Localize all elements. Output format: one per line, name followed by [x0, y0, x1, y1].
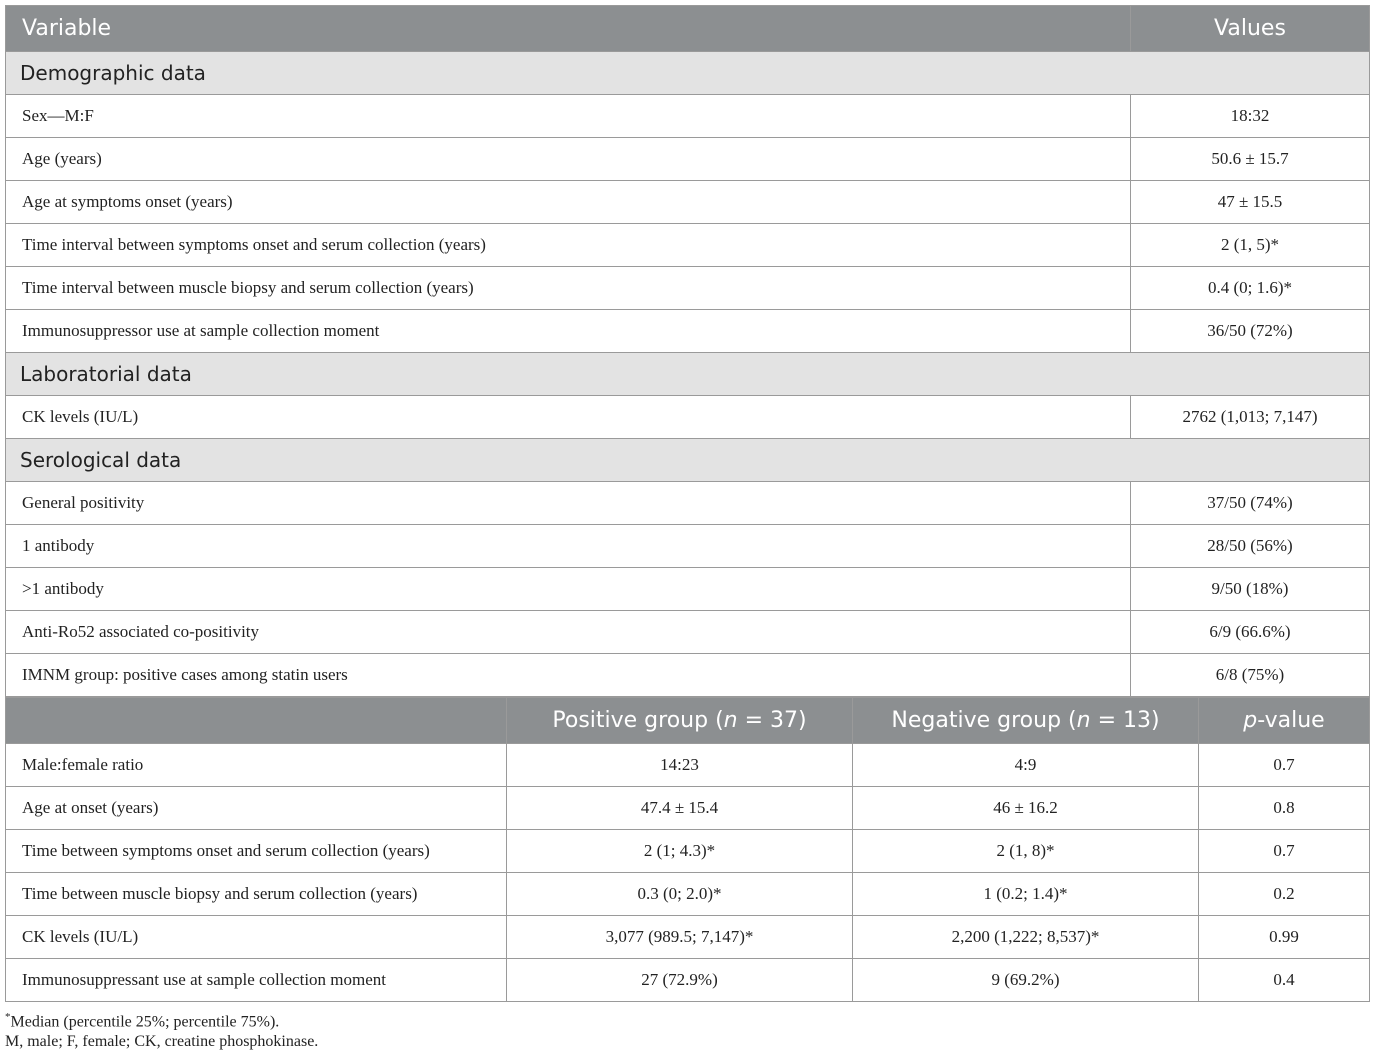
- p-value-cell: 0.7: [1199, 744, 1370, 787]
- variable-cell: General positivity: [6, 482, 1131, 525]
- header-variable: Variable: [6, 6, 1131, 52]
- footnote-abbreviations: M, male; F, female; CK, creatine phosphokinase.: [5, 1033, 319, 1050]
- tables-container: [5, 5, 1369, 1002]
- value-cell: 28/50 (56%): [1131, 525, 1370, 568]
- table-row: [6, 224, 1370, 267]
- value-cell: 2 (1, 5)*: [1131, 224, 1370, 267]
- variable-cell: Age (years): [6, 138, 1131, 181]
- negative-group-cell: 46 ± 16.2: [853, 787, 1199, 830]
- footnote-median: *Median (percentile 25%; percentile 75%).: [5, 1011, 280, 1031]
- header-negative-group: Negative group (n = 13): [853, 698, 1199, 744]
- variable-cell: Age at symptoms onset (years): [6, 181, 1131, 224]
- variable-cell: Anti-Ro52 associated co-positivity: [6, 611, 1131, 654]
- table-row: [6, 396, 1370, 439]
- section-title: Demographic data: [6, 52, 1370, 95]
- negative-group-cell: 2,200 (1,222; 8,537)*: [853, 916, 1199, 959]
- positive-group-cell: 27 (72.9%): [507, 959, 853, 1002]
- value-cell: 37/50 (74%): [1131, 482, 1370, 525]
- negative-group-cell: 4:9: [853, 744, 1199, 787]
- variable-cell: >1 antibody: [6, 568, 1131, 611]
- value-cell: 50.6 ± 15.7: [1131, 138, 1370, 181]
- value-cell: 2762 (1,013; 7,147): [1131, 396, 1370, 439]
- comparison-body: [6, 744, 1370, 1002]
- value-cell: 6/8 (75%): [1131, 654, 1370, 697]
- section-row: [6, 439, 1370, 482]
- negative-group-cell: 1 (0.2; 1.4)*: [853, 873, 1199, 916]
- variable-cell: Time interval between muscle biopsy and serum collection (years): [6, 267, 1131, 310]
- negative-group-cell: 9 (69.2%): [853, 959, 1199, 1002]
- p-value-cell: 0.99: [1199, 916, 1370, 959]
- negative-group-cell: 2 (1, 8)*: [853, 830, 1199, 873]
- summary-header-row: [6, 6, 1370, 52]
- table-row: [6, 611, 1370, 654]
- variable-cell: Time between muscle biopsy and serum collection (years): [6, 873, 507, 916]
- table-row: [6, 568, 1370, 611]
- table-row: [6, 916, 1370, 959]
- p-value-cell: 0.2: [1199, 873, 1370, 916]
- variable-cell: Age at onset (years): [6, 787, 507, 830]
- p-value-cell: 0.4: [1199, 959, 1370, 1002]
- variable-cell: 1 antibody: [6, 525, 1131, 568]
- value-cell: 36/50 (72%): [1131, 310, 1370, 353]
- table-row: [6, 654, 1370, 697]
- variable-cell: CK levels (IU/L): [6, 396, 1131, 439]
- summary-body: [6, 52, 1370, 697]
- header-positive-group: Positive group (n = 37): [507, 698, 853, 744]
- value-cell: 18:32: [1131, 95, 1370, 138]
- comparison-header-row: [6, 698, 1370, 744]
- table-row: [6, 525, 1370, 568]
- section-title: Serological data: [6, 439, 1370, 482]
- p-value-cell: 0.7: [1199, 830, 1370, 873]
- positive-group-cell: 2 (1; 4.3)*: [507, 830, 853, 873]
- variable-cell: Immunosuppressor use at sample collection moment: [6, 310, 1131, 353]
- value-cell: 9/50 (18%): [1131, 568, 1370, 611]
- table-row: [6, 482, 1370, 525]
- header-values: Values: [1131, 6, 1370, 52]
- positive-group-cell: 14:23: [507, 744, 853, 787]
- positive-group-cell: 47.4 ± 15.4: [507, 787, 853, 830]
- table-row: [6, 873, 1370, 916]
- section-row: [6, 353, 1370, 396]
- variable-cell: Male:female ratio: [6, 744, 507, 787]
- value-cell: 6/9 (66.6%): [1131, 611, 1370, 654]
- table-row: [6, 830, 1370, 873]
- section-title: Laboratorial data: [6, 353, 1370, 396]
- value-cell: 0.4 (0; 1.6)*: [1131, 267, 1370, 310]
- section-row: [6, 52, 1370, 95]
- variable-cell: Sex—M:F: [6, 95, 1131, 138]
- table-row: [6, 95, 1370, 138]
- table-row: [6, 744, 1370, 787]
- variable-cell: Time between symptoms onset and serum collection (years): [6, 830, 507, 873]
- table-row: [6, 787, 1370, 830]
- summary-table: [5, 5, 1370, 697]
- table-row: [6, 959, 1370, 1002]
- comparison-table: [5, 697, 1370, 1002]
- table-row: [6, 138, 1370, 181]
- positive-group-cell: 0.3 (0; 2.0)*: [507, 873, 853, 916]
- header-p-value: p-value: [1199, 698, 1370, 744]
- header-blank: [6, 698, 507, 744]
- table-row: [6, 310, 1370, 353]
- table-row: [6, 181, 1370, 224]
- value-cell: 47 ± 15.5: [1131, 181, 1370, 224]
- p-value-cell: 0.8: [1199, 787, 1370, 830]
- variable-cell: Time interval between symptoms onset and serum collection (years): [6, 224, 1131, 267]
- variable-cell: Immunosuppressant use at sample collection moment: [6, 959, 507, 1002]
- positive-group-cell: 3,077 (989.5; 7,147)*: [507, 916, 853, 959]
- table-row: [6, 267, 1370, 310]
- variable-cell: IMNM group: positive cases among statin users: [6, 654, 1131, 697]
- variable-cell: CK levels (IU/L): [6, 916, 507, 959]
